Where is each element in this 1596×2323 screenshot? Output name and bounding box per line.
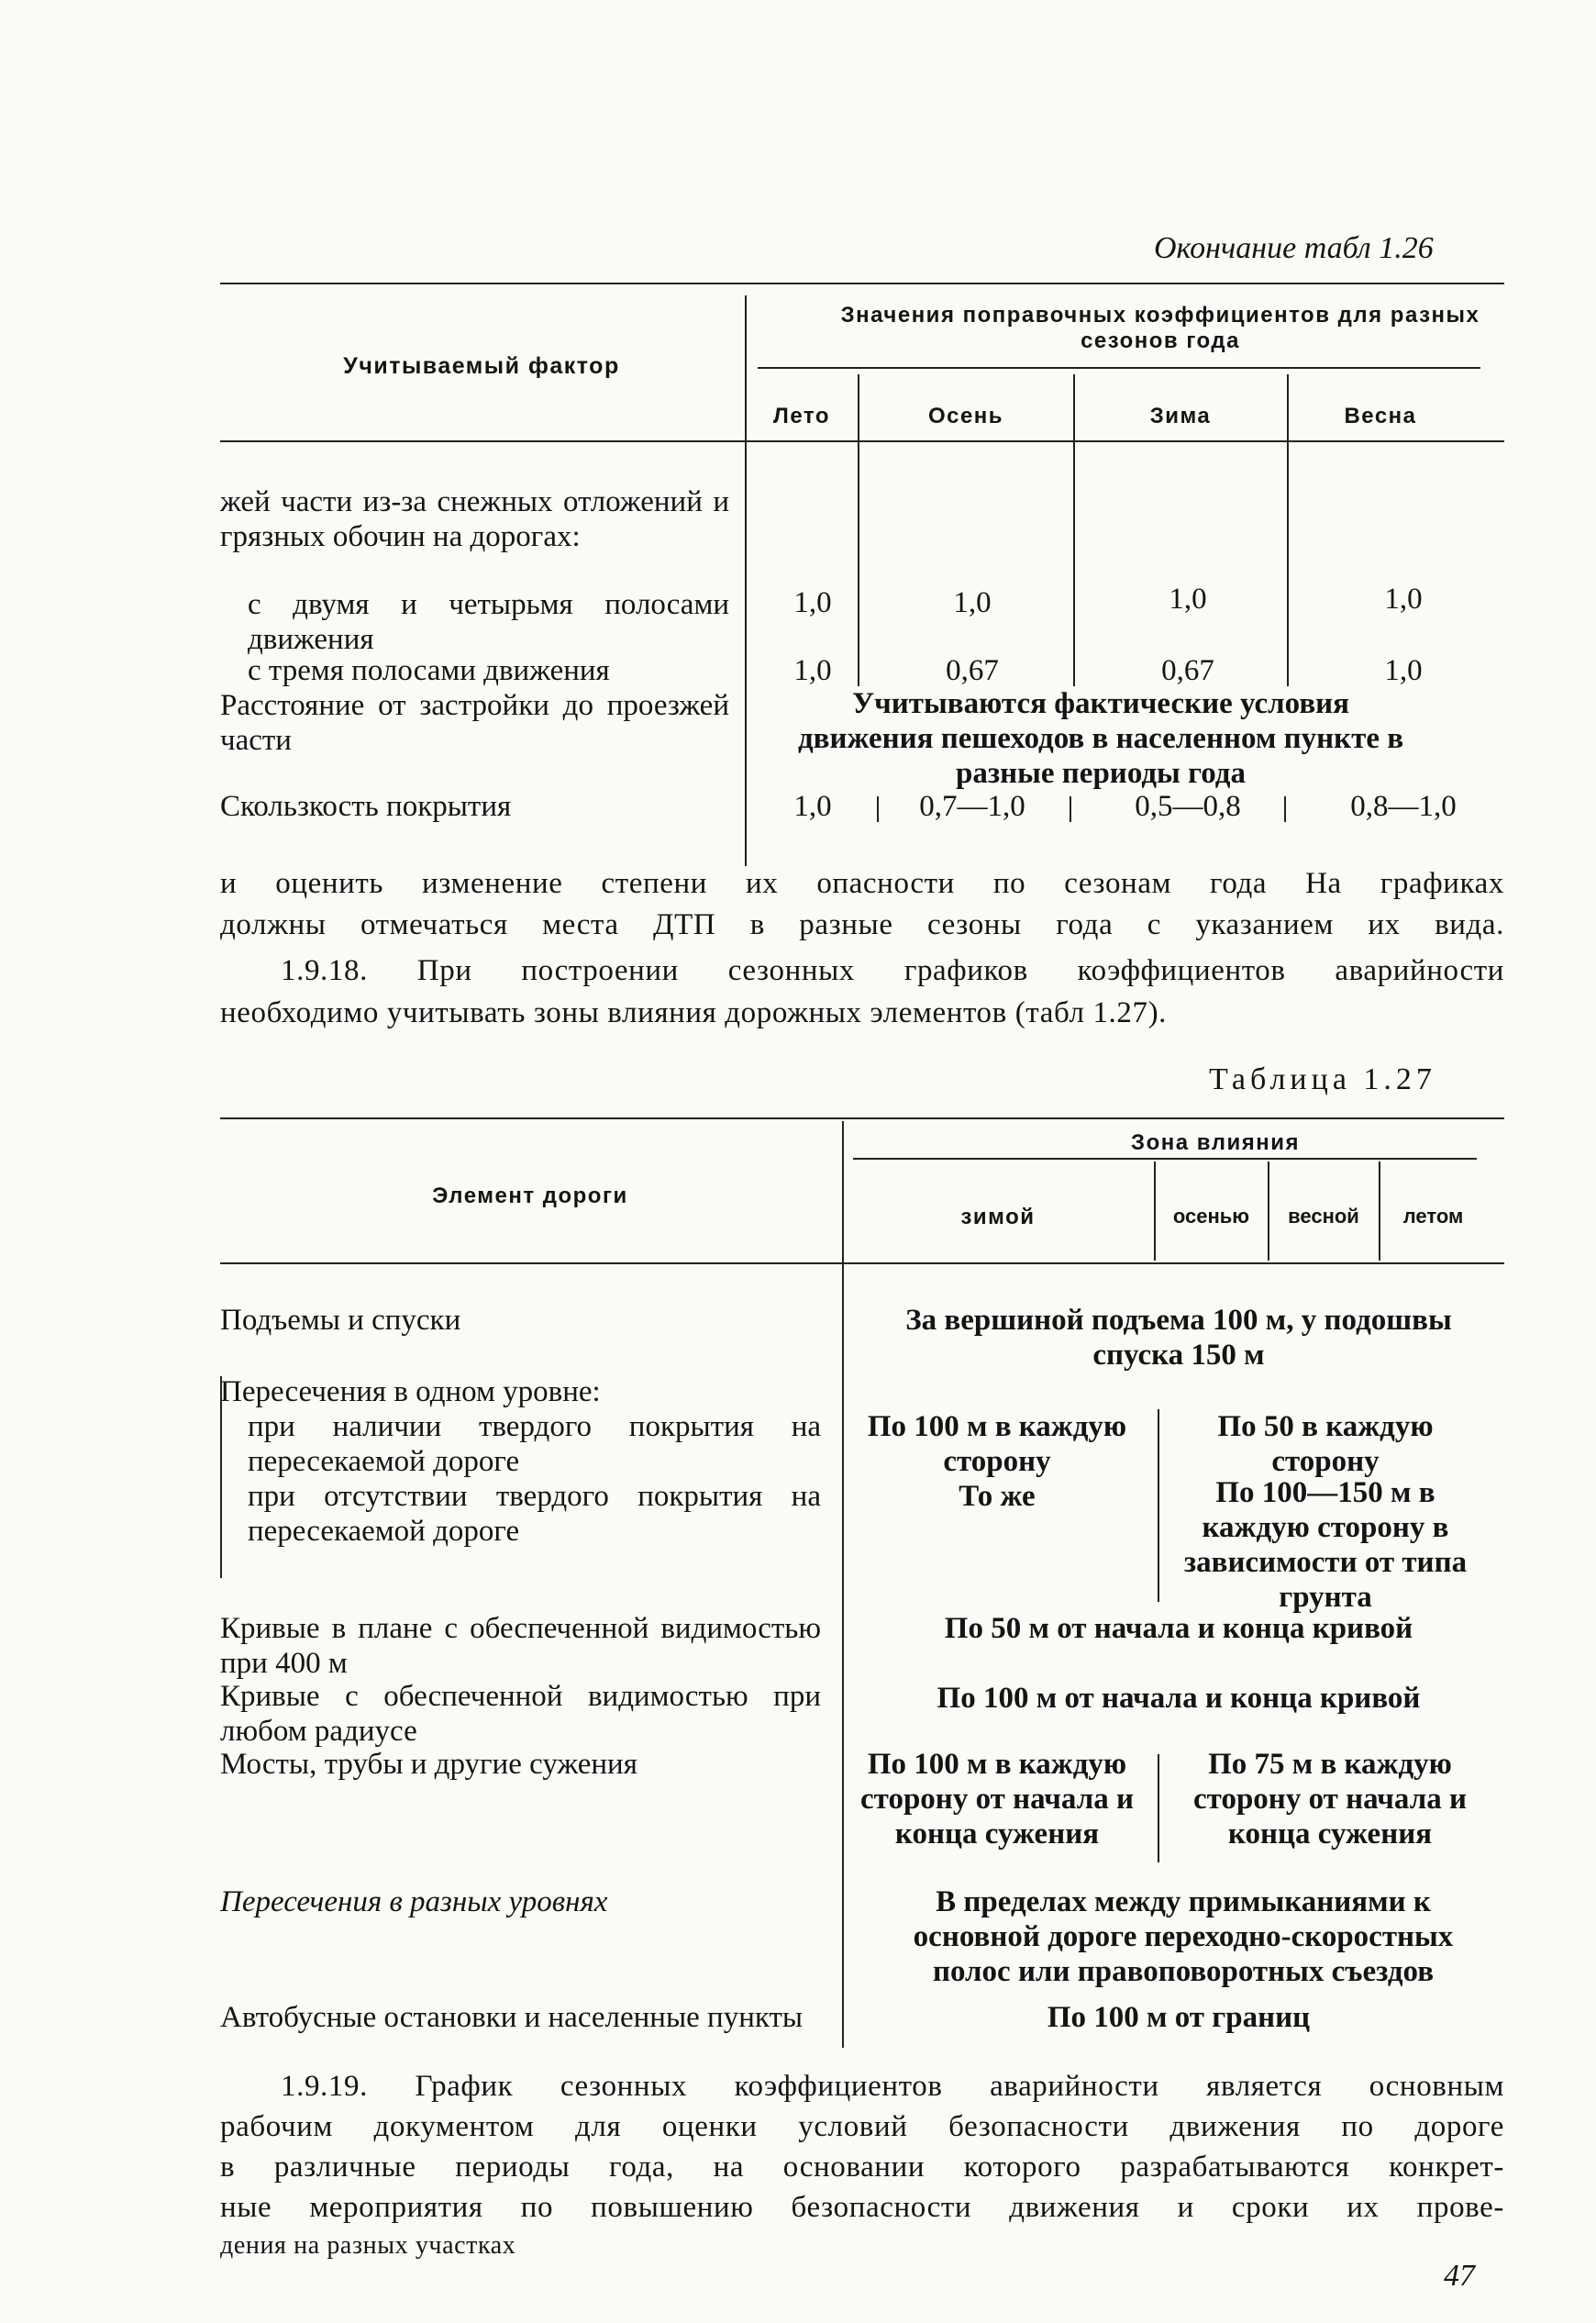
paragraph-line: в различные периоды года, на основании которого разрабатываются конкрет- — [220, 2151, 1504, 2184]
header-season-autumn: Осень — [927, 404, 1004, 428]
bracket-line — [220, 1376, 222, 1578]
value-separator — [1070, 796, 1071, 822]
row-note-distance: Учитываются фактические условия движения пешеходов в населенном пункте в разные периоды года — [797, 687, 1404, 790]
zone-spring-summer-soft: По 100—150 м в каждую сторону в зависимости от типа грунта — [1183, 1476, 1468, 1614]
paragraph-line: должны отмечаться места ДТП в разные сезоны года с указанием их вида. — [220, 908, 1504, 941]
paragraph-line: 1.9.19. График сезонных коэффициентов аварийности является основным — [281, 2070, 1504, 2103]
cell-value: 1,0 — [953, 586, 992, 619]
zone-bridges-left: По 100 м в каждую сторону от начала и конца сужения — [860, 1748, 1134, 1851]
cell-value: 0,67 — [946, 654, 999, 687]
header-subrule — [853, 1158, 1477, 1160]
cell-value: 0,8—1,0 — [1350, 790, 1457, 823]
header-season-autumn: осенью — [1172, 1205, 1250, 1228]
header-season-winter: зимой — [960, 1205, 1036, 1229]
header-season-summer: Лето — [773, 404, 830, 428]
value-separator — [877, 796, 879, 822]
value-separator — [1284, 796, 1286, 822]
cell-value: 1,0 — [1384, 583, 1423, 616]
row-label-slopes: Подъемы и спуски — [220, 1304, 461, 1337]
zone-winter-autumn-hard: По 100 м в каждую сторону — [867, 1410, 1127, 1478]
cell-value: 0,7—1,0 — [919, 790, 1025, 823]
row-label-curves-any: Кривые с обеспеченной видимостью при любом радиусе — [220, 1680, 821, 1748]
row-factor-3-lanes: с тремя полосами движения — [248, 654, 610, 687]
table-column-divider — [842, 1121, 844, 2048]
zone-winter-autumn-soft: То же — [959, 1480, 1036, 1513]
header-season-summer: летом — [1402, 1205, 1464, 1228]
value-separator — [1158, 1409, 1159, 1602]
cell-value: 1,0 — [793, 586, 832, 619]
zone-spring-summer-hard: По 50 в каждую сторону — [1217, 1410, 1434, 1478]
paragraph-line: дения на разных участках — [220, 2231, 516, 2260]
header-bottom-rule — [220, 1262, 1504, 1264]
row-label-curves-400: Кривые в плане с обеспеченной видимостью при 400 м — [220, 1612, 821, 1680]
header-season-group: Значения поправочных коэффициентов для разных сезонов года — [840, 303, 1480, 353]
header-season-spring: весной — [1288, 1205, 1359, 1228]
row-label-grade-separated: Пересечения в разных уровнях — [220, 1885, 608, 1918]
row-factor-slipperiness: Скользкость покрытия — [220, 790, 512, 823]
row-factor-snow: жей части из-за снежных отложений и грязных обочин на дорогах: — [220, 485, 729, 553]
row-value-grade-separated: В пределах между примыканиями к основной дороге переходно-скоростных полос или правоповоротных съездов — [913, 1885, 1454, 1988]
row-value-slopes: За вершиной подъема 100 м, у подошвы спуска 150 м — [905, 1304, 1452, 1372]
table-top-rule — [220, 1117, 1504, 1119]
header-zone: Зона влияния — [1131, 1130, 1300, 1155]
row-factor-distance: Расстояние от застройки до проезжей части — [220, 689, 729, 757]
header-road-element: Элемент дороги — [432, 1184, 628, 1208]
row-value-curves-400: По 50 м от начала и конца кривой — [944, 1612, 1413, 1645]
row-value-bus-stops: По 100 м от границ — [1047, 2001, 1311, 2034]
table-top-rule — [220, 283, 1504, 284]
paragraph-line: необходимо учитывать зоны влияния дорожных элементов (табл 1.27). — [220, 996, 1168, 1029]
row-label-bus-stops: Автобусные остановки и населенные пункты — [220, 2001, 804, 2034]
row-label-intersections: Пересечения в одном уровне: — [220, 1375, 601, 1408]
cell-value: 0,5—0,8 — [1135, 790, 1241, 823]
header-factor: Учитываемый фактор — [343, 353, 620, 379]
table-caption: Таблица 1.27 — [1209, 1062, 1436, 1096]
page-number: 47 — [1444, 2259, 1475, 2293]
cell-value: 1,0 — [1384, 654, 1423, 687]
table-caption: Окончание табл 1.26 — [1154, 231, 1434, 265]
paragraph-line: и оценить изменение степени их опасности по сезонам года На графиках — [220, 867, 1504, 900]
header-subrule — [758, 367, 1480, 369]
header-season-spring: Весна — [1344, 404, 1417, 428]
paragraph-line: рабочим документом для оценки условий безопасности движения по дороге — [220, 2110, 1504, 2143]
cell-value: 1,0 — [793, 790, 832, 823]
row-label-no-hard-surface: при отсутствии твердого покрытия на пересекаемой дороге — [248, 1480, 821, 1548]
row-label-hard-surface: при наличии твердого покрытия на пересекаемой дороге — [248, 1410, 821, 1478]
row-factor-2-4-lanes: с двумя и четырьмя полосами движения — [248, 588, 729, 656]
table-column-divider — [745, 295, 747, 866]
cell-value: 1,0 — [793, 654, 832, 687]
cell-value: 0,67 — [1161, 654, 1214, 687]
row-value-curves-any: По 100 м от начала и конца кривой — [937, 1682, 1421, 1715]
cell-value: 1,0 — [1169, 583, 1207, 616]
paragraph-line: ные мероприятия по повышению безопасности движения и сроки их прове- — [220, 2191, 1504, 2224]
zone-bridges-right: По 75 м в каждую сторону от начала и конца сужения — [1193, 1748, 1467, 1851]
header-season-winter: Зима — [1149, 404, 1212, 428]
row-label-bridges: Мосты, трубы и другие сужения — [220, 1748, 637, 1781]
paragraph-line: 1.9.18. При построении сезонных графиков коэффициентов аварийности — [281, 954, 1504, 987]
header-bottom-rule — [220, 440, 1504, 442]
value-separator — [1158, 1754, 1159, 1862]
